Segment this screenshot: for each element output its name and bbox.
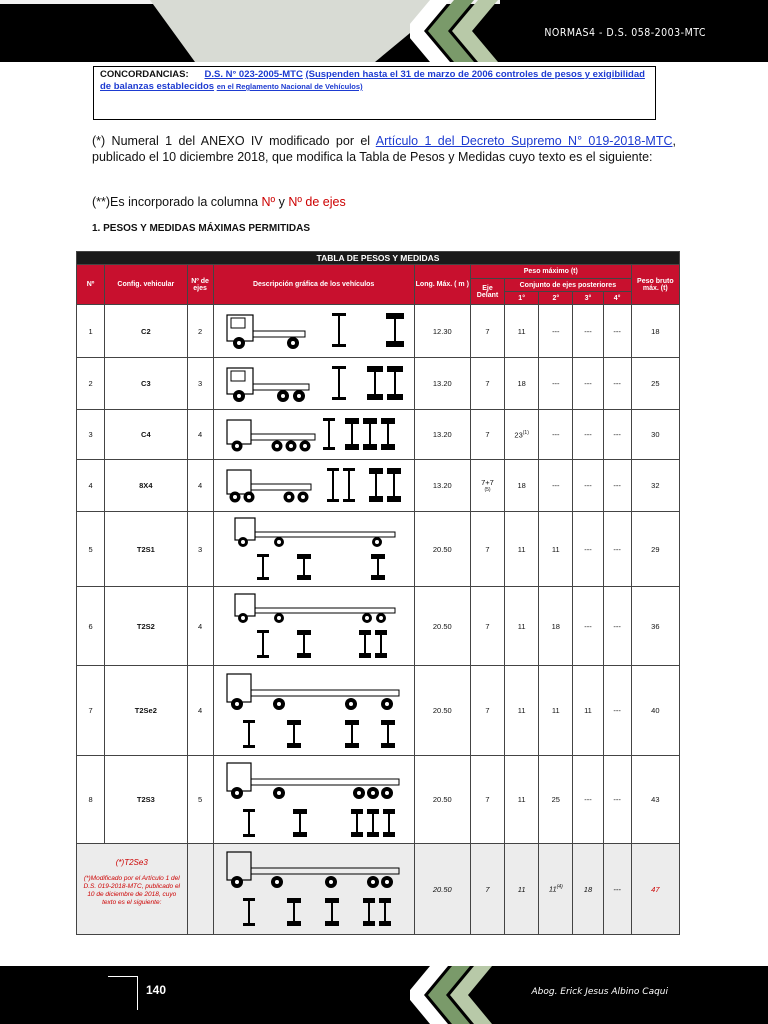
table-row [77, 512, 680, 587]
modification-paragraph [92, 133, 676, 165]
row-c1: 11 [505, 512, 539, 587]
row-c2: 25 [539, 756, 573, 844]
row-c4: --- [603, 666, 631, 756]
row-bruto: 36 [631, 587, 679, 666]
row-c1: 11 [505, 666, 539, 756]
header-peso-max: Peso máximo (t) [470, 265, 631, 279]
header-c4: 4° [603, 292, 631, 305]
row-eje [470, 460, 504, 512]
row-c2: --- [539, 460, 573, 512]
row-c2: 18 [539, 587, 573, 666]
table-caption: TABLA DE PESOS Y MEDIDAS [77, 252, 680, 265]
row-c3: --- [573, 358, 603, 410]
decree-link[interactable]: Artículo 1 del Decreto Supremo N° 019-2018-MTC [375, 134, 673, 148]
vehicle-diagram-c3 [213, 358, 414, 410]
row-n: 7 [77, 666, 105, 756]
row-config: C4 [105, 410, 187, 460]
row-c3: --- [573, 756, 603, 844]
vehicle-diagram-t2s3 [213, 756, 414, 844]
paragraph-tail: , publicado el 10 diciembre 2018, que modifica la Tabla de Pesos y Medidas cuyo texto es el siguiente: [92, 134, 676, 164]
row-long: 13.20 [414, 410, 470, 460]
concordancias-label: CONCORDANCIAS: [100, 69, 189, 80]
concordancias-link-desc[interactable]: (Suspenden hasta el 31 de marzo de 2006 controles de pesos y exigibilidad de balanzas establecidos [100, 69, 645, 92]
header-n: Nº [77, 265, 105, 305]
row-ejes: 4 [187, 666, 213, 756]
header-config: Config. vehicular [105, 265, 187, 305]
vehicle-diagram-t2se3 [213, 844, 414, 935]
row-n: 2 [77, 358, 105, 410]
header-desc: Descripción gráfica de los vehículos [213, 265, 414, 305]
vehicle-diagram-c4 [213, 410, 414, 460]
header-eje-delant: Eje Delant [470, 279, 504, 305]
section-title: 1. PESOS Y MEDIDAS MÁXIMAS PERMITIDAS [92, 223, 311, 234]
table-row [77, 460, 680, 512]
row-config: (*)T2Se3 [115, 858, 148, 867]
row-long: 13.20 [414, 460, 470, 512]
row-n: 5 [77, 512, 105, 587]
row-ejes: 3 [187, 512, 213, 587]
row-c3: --- [573, 305, 603, 358]
row-n: 6 [77, 587, 105, 666]
row-ejes: 4 [187, 460, 213, 512]
page-number-bracket [108, 976, 138, 1010]
paragraph2-lead: (**)Es incorporado la columna [92, 195, 262, 209]
vehicle-diagram-t2s1 [213, 512, 414, 587]
row-c3: 18 [573, 844, 603, 935]
header-c1: 1° [505, 292, 539, 305]
row-c1-note: (1) [522, 429, 529, 436]
table-row [77, 410, 680, 460]
paragraph-lead: (*) Numeral 1 del ANEXO IV modificado por el [92, 134, 376, 148]
author-name: Abog. Erick Jesus Albino Caqui [531, 987, 668, 997]
row-modification-note: (*)Modificado por el Artículo 1 del D.S. 019-2018-MTC, publicado el 10 de diciembre de 2018, cuyo texto es el siguiente: [83, 875, 180, 906]
row-config: C3 [105, 358, 187, 410]
table-row [77, 358, 680, 410]
row-c3: --- [573, 587, 603, 666]
header-peso-bruto: Peso bruto máx. (t) [631, 265, 679, 305]
row-config: T2S1 [105, 512, 187, 587]
row-ejes: 4 [187, 587, 213, 666]
page-header [0, 0, 768, 62]
row-c4: --- [603, 305, 631, 358]
row-c4: --- [603, 844, 631, 935]
row-bruto: 43 [631, 756, 679, 844]
weights-table [76, 251, 680, 935]
row-c3: --- [573, 410, 603, 460]
row-long: 20.50 [414, 666, 470, 756]
vehicle-diagram-8x4 [213, 460, 414, 512]
row-eje: 7 [470, 358, 504, 410]
row-ejes [187, 844, 213, 935]
row-c3: 11 [573, 666, 603, 756]
row-c1 [505, 410, 539, 460]
row-eje: 7 [470, 512, 504, 587]
vehicle-diagram-c2 [213, 305, 414, 358]
row-c1: 11 [505, 305, 539, 358]
row-c4: --- [603, 358, 631, 410]
row-config: 8X4 [105, 460, 187, 512]
header-conjunto: Conjunto de ejes posteriores [505, 279, 632, 292]
row-bruto: 30 [631, 410, 679, 460]
row-long: 20.50 [414, 756, 470, 844]
row-c1-value: 23 [514, 430, 523, 440]
table-row [77, 587, 680, 666]
table-row [77, 844, 680, 935]
row-bruto: 18 [631, 305, 679, 358]
concordancias-link[interactable]: D.S. N° 023-2005-MTC [204, 69, 303, 80]
table-row [77, 666, 680, 756]
row-n: 1 [77, 305, 105, 358]
paragraph2-mid: y [275, 195, 289, 209]
row-ejes: 5 [187, 756, 213, 844]
header-title: NORMAS4 - D.S. 058-2003-MTC [544, 27, 706, 39]
row-long: 20.50 [414, 512, 470, 587]
row-c2: --- [539, 305, 573, 358]
header-c2: 2° [539, 292, 573, 305]
row-bruto: 47 [631, 844, 679, 935]
row-c2-note: (4) [556, 884, 563, 891]
header-n-ejes: Nº de ejes [187, 265, 213, 305]
row-eje: 7 [470, 587, 504, 666]
row-bruto: 40 [631, 666, 679, 756]
row-bruto: 32 [631, 460, 679, 512]
row-long: 12.30 [414, 305, 470, 358]
row-config: T2Se2 [105, 666, 187, 756]
row-eje-note: (5) [484, 487, 491, 493]
chevron-decoration-icon [410, 966, 530, 1024]
concordancias-box [93, 66, 656, 120]
page-footer [0, 966, 768, 1024]
paragraph2-col1: Nº [261, 195, 276, 209]
header-gray-wedge [150, 0, 450, 62]
row-c4: --- [603, 512, 631, 587]
row-n: 4 [77, 460, 105, 512]
row-long: 20.50 [414, 587, 470, 666]
row-config: C2 [105, 305, 187, 358]
table-row [77, 756, 680, 844]
row-eje: 7 [470, 844, 504, 935]
row-bruto: 29 [631, 512, 679, 587]
page-number: 140 [146, 983, 167, 997]
row-c1: 18 [505, 460, 539, 512]
row-eje-value: 7+7 [481, 478, 494, 487]
row-n: 3 [77, 410, 105, 460]
row-c2: --- [539, 410, 573, 460]
row-n: 8 [77, 756, 105, 844]
row-long: 13.20 [414, 358, 470, 410]
row-c3: --- [573, 512, 603, 587]
row-c1: 11 [505, 587, 539, 666]
row-ejes: 2 [187, 305, 213, 358]
incorporation-paragraph [92, 195, 346, 209]
row-eje: 7 [470, 666, 504, 756]
row-long: 20.50 [414, 844, 470, 935]
paragraph2-col2: Nº de ejes [288, 195, 346, 209]
row-ejes: 4 [187, 410, 213, 460]
row-c3: --- [573, 460, 603, 512]
row-eje: 7 [470, 756, 504, 844]
vehicle-diagram-t2s2 [213, 587, 414, 666]
row-c4: --- [603, 460, 631, 512]
row-c2: 11 [539, 512, 573, 587]
header-c3: 3° [573, 292, 603, 305]
row-c2 [539, 844, 573, 935]
concordancias-link-tail[interactable]: en el Reglamento Nacional de Vehículos) [216, 82, 363, 91]
row-config: T2S2 [105, 587, 187, 666]
row-c4: --- [603, 410, 631, 460]
row-c2-value: 11 [548, 884, 557, 894]
row-c2: 11 [539, 666, 573, 756]
row-eje: 7 [470, 305, 504, 358]
row-ejes: 3 [187, 358, 213, 410]
row-c1: 11 [505, 756, 539, 844]
row-c4: --- [603, 587, 631, 666]
row-c4: --- [603, 756, 631, 844]
row-config-note-cell [77, 844, 188, 935]
table-row [77, 305, 680, 358]
header-long: Long. Máx. ( m ) [414, 265, 470, 305]
row-eje: 7 [470, 410, 504, 460]
row-c1: 18 [505, 358, 539, 410]
vehicle-diagram-t2se2 [213, 666, 414, 756]
row-c2: --- [539, 358, 573, 410]
row-c1: 11 [505, 844, 539, 935]
row-bruto: 25 [631, 358, 679, 410]
row-config: T2S3 [105, 756, 187, 844]
